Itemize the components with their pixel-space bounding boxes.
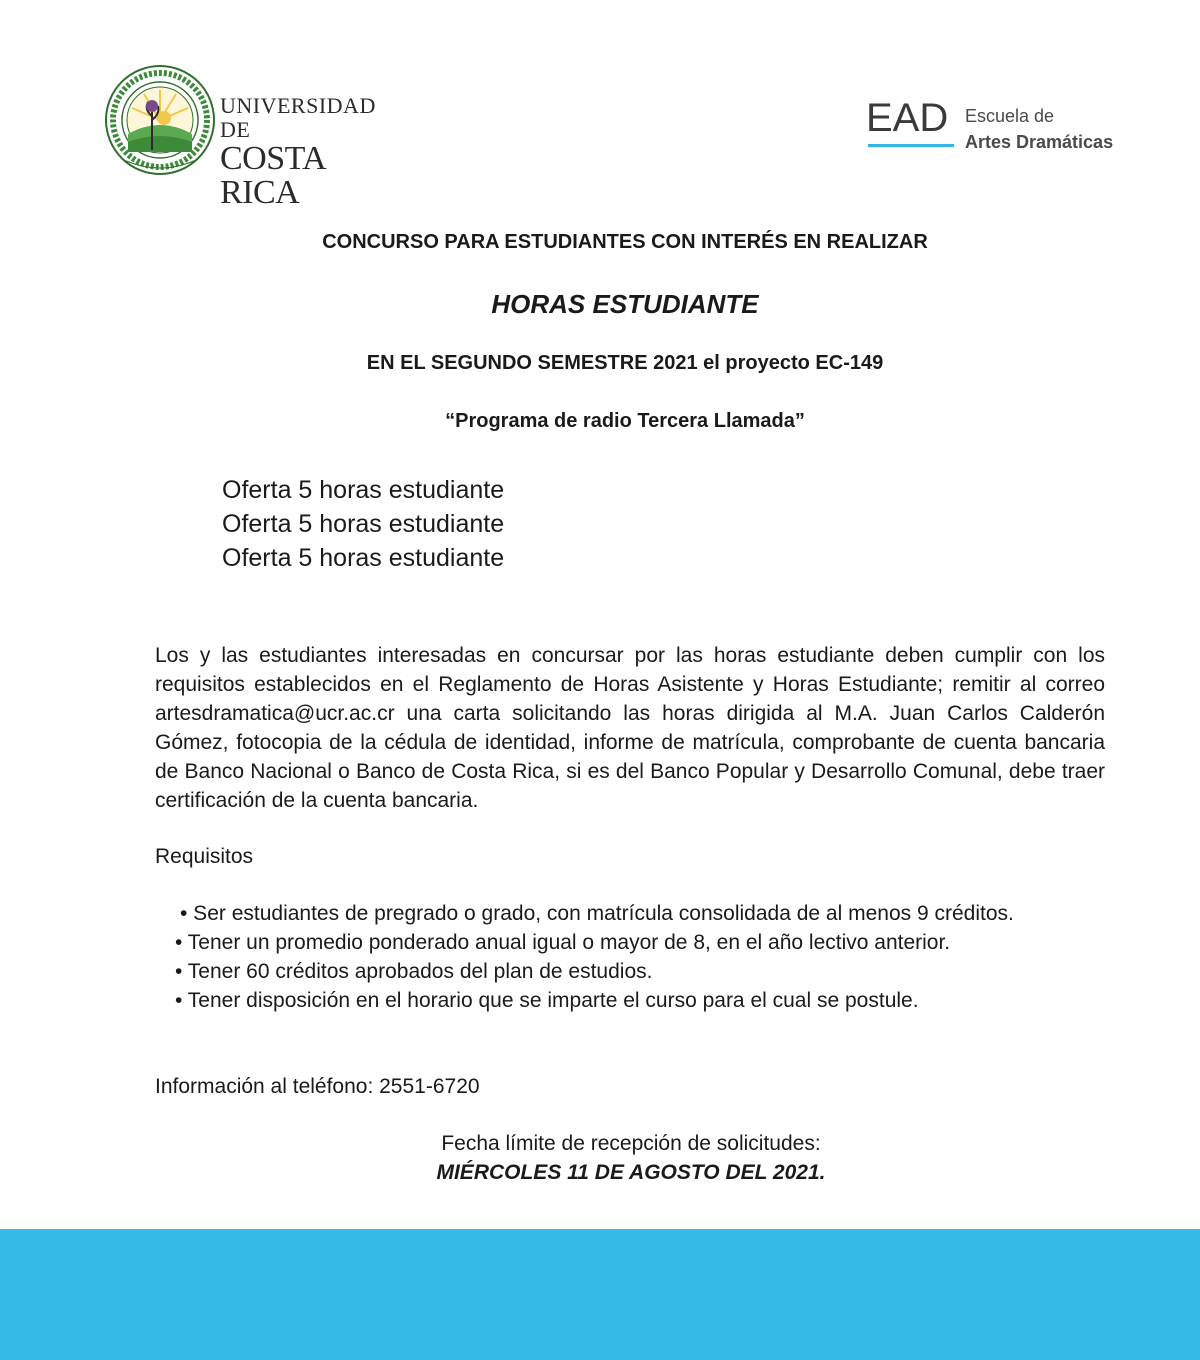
body-paragraph: Los y las estudiantes interesadas en concursar por las horas estudiante deben cumplir con los requisitos establecidos en el Reglamento de Horas Asistente y Horas Estudiante; remitir al correo artesdramatica@ucr.ac.cr una carta solicitando las horas dirigida al M.A. Juan Carlos Calderón Gómez, fotocopia de la cédula de identidad, informe de matrícula, comprobante de cuenta bancaria de Banco Nacional o Banco de Costa Rica, si es del Banco Popular y Desarrollo Comunal, debe traer certificación de la cuenta bancaria. — [155, 644, 1105, 812]
ucr-name-line1: UNIVERSIDAD DE — [220, 93, 376, 142]
ucr-wordmark — [220, 94, 404, 210]
requirements-title: Requisitos — [155, 845, 254, 868]
ead-school-line2: Artes Dramáticas — [965, 132, 1114, 152]
offer-item: Oferta 5 horas estudiante — [222, 544, 505, 572]
offer-item: Oferta 5 horas estudiante — [222, 476, 505, 504]
ead-logo — [864, 96, 1144, 156]
phone-info: Información al teléfono: 2551-6720 — [155, 1075, 480, 1098]
ead-underline — [868, 144, 954, 147]
deadline-label: Fecha límite de recepción de solicitudes: — [441, 1132, 821, 1155]
title-contest: CONCURSO PARA ESTUDIANTES CON INTERÉS EN REALIZAR — [322, 231, 928, 253]
title-program-name: “Programa de radio Tercera Llamada” — [445, 410, 805, 432]
offers-list — [222, 473, 504, 575]
ead-school-line1: Escuela de — [965, 106, 1055, 126]
requirement-item: • Tener 60 créditos aprobados del plan de estudios. — [175, 960, 653, 983]
footer-band — [0, 1229, 1200, 1360]
requirement-item: • Tener disposición en el horario que se imparte el curso para el cual se postule. — [175, 989, 919, 1012]
requirements-list — [155, 899, 1105, 1015]
title-semester-project: EN EL SEGUNDO SEMESTRE 2021 el proyecto EC-149 — [366, 352, 884, 374]
title-student-hours: HORAS ESTUDIANTE — [491, 289, 759, 319]
deadline-date: MIÉRCOLES 11 DE AGOSTO DEL 2021. — [436, 1161, 826, 1184]
requirement-item: • Ser estudiantes de pregrado o grado, con matrícula consolidada de al menos 9 créditos. — [180, 902, 1014, 925]
ucr-seal-icon — [104, 64, 216, 176]
offer-item: Oferta 5 horas estudiante — [222, 510, 505, 538]
document-header — [0, 0, 1200, 211]
ucr-logo — [104, 64, 404, 211]
requirement-item: • Tener un promedio ponderado anual igual o mayor de 8, en el año lectivo anterior. — [175, 931, 951, 954]
ucr-name-line2: COSTA RICA — [220, 140, 325, 211]
ead-mark: EAD — [866, 96, 949, 140]
deadline-block — [0, 1129, 1200, 1187]
